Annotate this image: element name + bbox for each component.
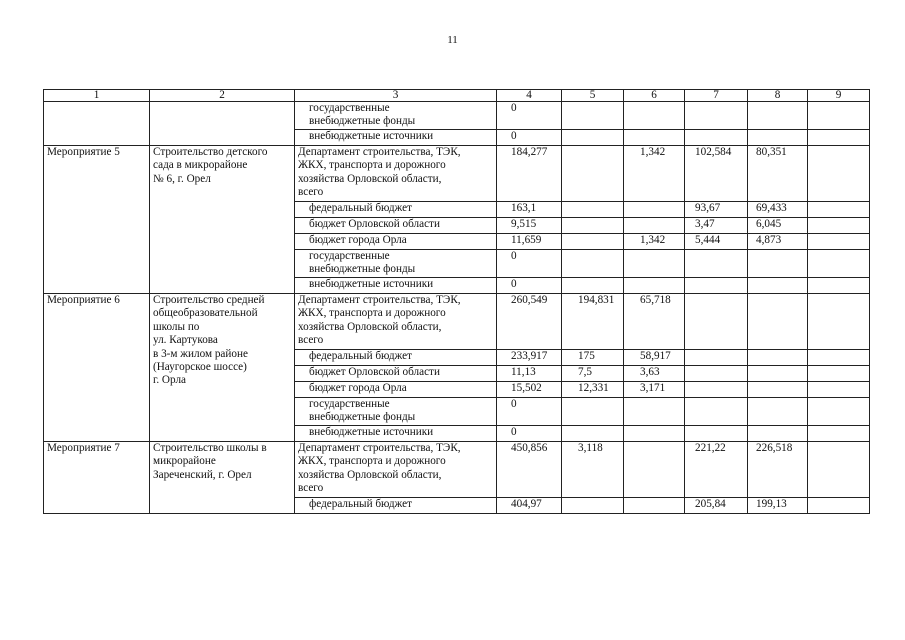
value-cell	[685, 294, 748, 350]
funding-source-cell: Департамент строительства, ТЭК, ЖКХ, транспорта и дорожного хозяйства Орловской области, всего	[295, 294, 497, 350]
value-cell	[748, 350, 808, 366]
value-cell: 5,444	[685, 234, 748, 250]
value-cell	[808, 498, 870, 514]
total-value-cell: 404,97	[497, 498, 562, 514]
value-cell: 12,331	[562, 382, 624, 398]
value-cell	[748, 382, 808, 398]
value-cell	[808, 130, 870, 146]
value-cell	[562, 146, 624, 202]
funding-source-cell: бюджет города Орла	[295, 382, 497, 398]
value-cell: 226,518	[748, 442, 808, 498]
value-cell	[808, 426, 870, 442]
funding-source-cell: Департамент строительства, ТЭК, ЖКХ, транспорта и дорожного хозяйства Орловской области, всего	[295, 146, 497, 202]
total-value-cell: 0	[497, 130, 562, 146]
value-cell	[562, 218, 624, 234]
object-cell: Строительство средней общеобразовательной школы по ул. Картукова в 3-м жилом районе (Наугорское шоссе) г. Орла	[150, 294, 295, 442]
event-name-cell: Мероприятие 5	[44, 146, 150, 294]
total-value-cell: 233,917	[497, 350, 562, 366]
value-cell	[685, 250, 748, 278]
total-value-cell: 163,1	[497, 202, 562, 218]
value-cell	[624, 498, 685, 514]
value-cell	[685, 398, 748, 426]
value-cell	[748, 426, 808, 442]
value-cell: 221,22	[685, 442, 748, 498]
funding-source-cell: федеральный бюджет	[295, 202, 497, 218]
value-cell: 102,584	[685, 146, 748, 202]
table-row	[44, 146, 870, 202]
value-cell	[562, 398, 624, 426]
total-value-cell: 0	[497, 398, 562, 426]
event-name-cell: Мероприятие 7	[44, 442, 150, 514]
value-cell	[624, 398, 685, 426]
budget-table	[43, 89, 870, 514]
table-row	[44, 442, 870, 498]
value-cell	[808, 234, 870, 250]
table-body	[44, 90, 870, 514]
total-value-cell: 11,13	[497, 366, 562, 382]
value-cell	[562, 130, 624, 146]
funding-source-cell: внебюджетные источники	[295, 130, 497, 146]
value-cell: 1,342	[624, 146, 685, 202]
value-cell: 194,831	[562, 294, 624, 350]
funding-source-cell: внебюджетные источники	[295, 278, 497, 294]
value-cell	[562, 202, 624, 218]
total-value-cell: 15,502	[497, 382, 562, 398]
value-cell	[748, 366, 808, 382]
value-cell	[808, 202, 870, 218]
value-cell: 58,917	[624, 350, 685, 366]
value-cell	[562, 498, 624, 514]
value-cell	[562, 426, 624, 442]
value-cell	[624, 202, 685, 218]
column-number: 8	[748, 90, 808, 102]
value-cell	[624, 442, 685, 498]
page-number: 11	[447, 34, 458, 46]
object-cell: Строительство детского сада в микрорайоне № 6, г. Орел	[150, 146, 295, 294]
total-value-cell: 0	[497, 426, 562, 442]
funding-source-cell: внебюджетные источники	[295, 426, 497, 442]
value-cell	[748, 278, 808, 294]
funding-source-cell: федеральный бюджет	[295, 350, 497, 366]
value-cell: 65,718	[624, 294, 685, 350]
event-name-cell: Мероприятие 6	[44, 294, 150, 442]
column-number: 5	[562, 90, 624, 102]
value-cell: 6,045	[748, 218, 808, 234]
event-name-cell	[44, 102, 150, 146]
value-cell: 4,873	[748, 234, 808, 250]
value-cell	[624, 250, 685, 278]
value-cell: 199,13	[748, 498, 808, 514]
column-number-row	[44, 90, 870, 102]
object-cell: Строительство школы в микрорайоне Зареченский, г. Орел	[150, 442, 295, 514]
value-cell: 3,63	[624, 366, 685, 382]
funding-source-cell: Департамент строительства, ТЭК, ЖКХ, транспорта и дорожного хозяйства Орловской области, всего	[295, 442, 497, 498]
value-cell	[685, 102, 748, 130]
value-cell	[748, 398, 808, 426]
value-cell	[685, 350, 748, 366]
total-value-cell: 0	[497, 250, 562, 278]
total-value-cell: 260,549	[497, 294, 562, 350]
value-cell	[808, 146, 870, 202]
funding-source-cell: бюджет города Орла	[295, 234, 497, 250]
funding-source-cell: бюджет Орловской области	[295, 218, 497, 234]
total-value-cell: 0	[497, 278, 562, 294]
value-cell	[685, 130, 748, 146]
value-cell	[808, 278, 870, 294]
value-cell	[562, 102, 624, 130]
value-cell	[685, 382, 748, 398]
value-cell	[685, 426, 748, 442]
total-value-cell: 0	[497, 102, 562, 130]
value-cell: 7,5	[562, 366, 624, 382]
table-row	[44, 294, 870, 350]
table-row	[44, 102, 870, 130]
value-cell	[808, 398, 870, 426]
total-value-cell: 450,856	[497, 442, 562, 498]
value-cell: 80,351	[748, 146, 808, 202]
value-cell: 93,67	[685, 202, 748, 218]
value-cell	[562, 278, 624, 294]
value-cell	[808, 294, 870, 350]
funding-source-cell: государственные внебюджетные фонды	[295, 398, 497, 426]
value-cell	[748, 250, 808, 278]
value-cell: 175	[562, 350, 624, 366]
value-cell	[808, 350, 870, 366]
value-cell	[624, 426, 685, 442]
object-cell	[150, 102, 295, 146]
value-cell	[808, 442, 870, 498]
funding-source-cell: государственные внебюджетные фонды	[295, 102, 497, 130]
funding-source-cell: федеральный бюджет	[295, 498, 497, 514]
column-number: 7	[685, 90, 748, 102]
funding-source-cell: государственные внебюджетные фонды	[295, 250, 497, 278]
value-cell: 3,118	[562, 442, 624, 498]
value-cell	[624, 102, 685, 130]
value-cell	[562, 250, 624, 278]
total-value-cell: 9,515	[497, 218, 562, 234]
column-number: 3	[295, 90, 497, 102]
column-number: 4	[497, 90, 562, 102]
value-cell	[624, 218, 685, 234]
value-cell: 3,171	[624, 382, 685, 398]
funding-source-cell: бюджет Орловской области	[295, 366, 497, 382]
value-cell	[748, 102, 808, 130]
total-value-cell: 11,659	[497, 234, 562, 250]
value-cell	[685, 366, 748, 382]
value-cell	[685, 278, 748, 294]
value-cell	[808, 102, 870, 130]
column-number: 6	[624, 90, 685, 102]
column-number: 1	[44, 90, 150, 102]
value-cell	[808, 218, 870, 234]
value-cell	[748, 294, 808, 350]
value-cell: 1,342	[624, 234, 685, 250]
value-cell	[808, 382, 870, 398]
column-number: 2	[150, 90, 295, 102]
column-number: 9	[808, 90, 870, 102]
value-cell: 205,84	[685, 498, 748, 514]
value-cell: 3,47	[685, 218, 748, 234]
value-cell: 69,433	[748, 202, 808, 218]
value-cell	[748, 130, 808, 146]
value-cell	[808, 366, 870, 382]
value-cell	[624, 278, 685, 294]
value-cell	[562, 234, 624, 250]
total-value-cell: 184,277	[497, 146, 562, 202]
value-cell	[624, 130, 685, 146]
value-cell	[808, 250, 870, 278]
